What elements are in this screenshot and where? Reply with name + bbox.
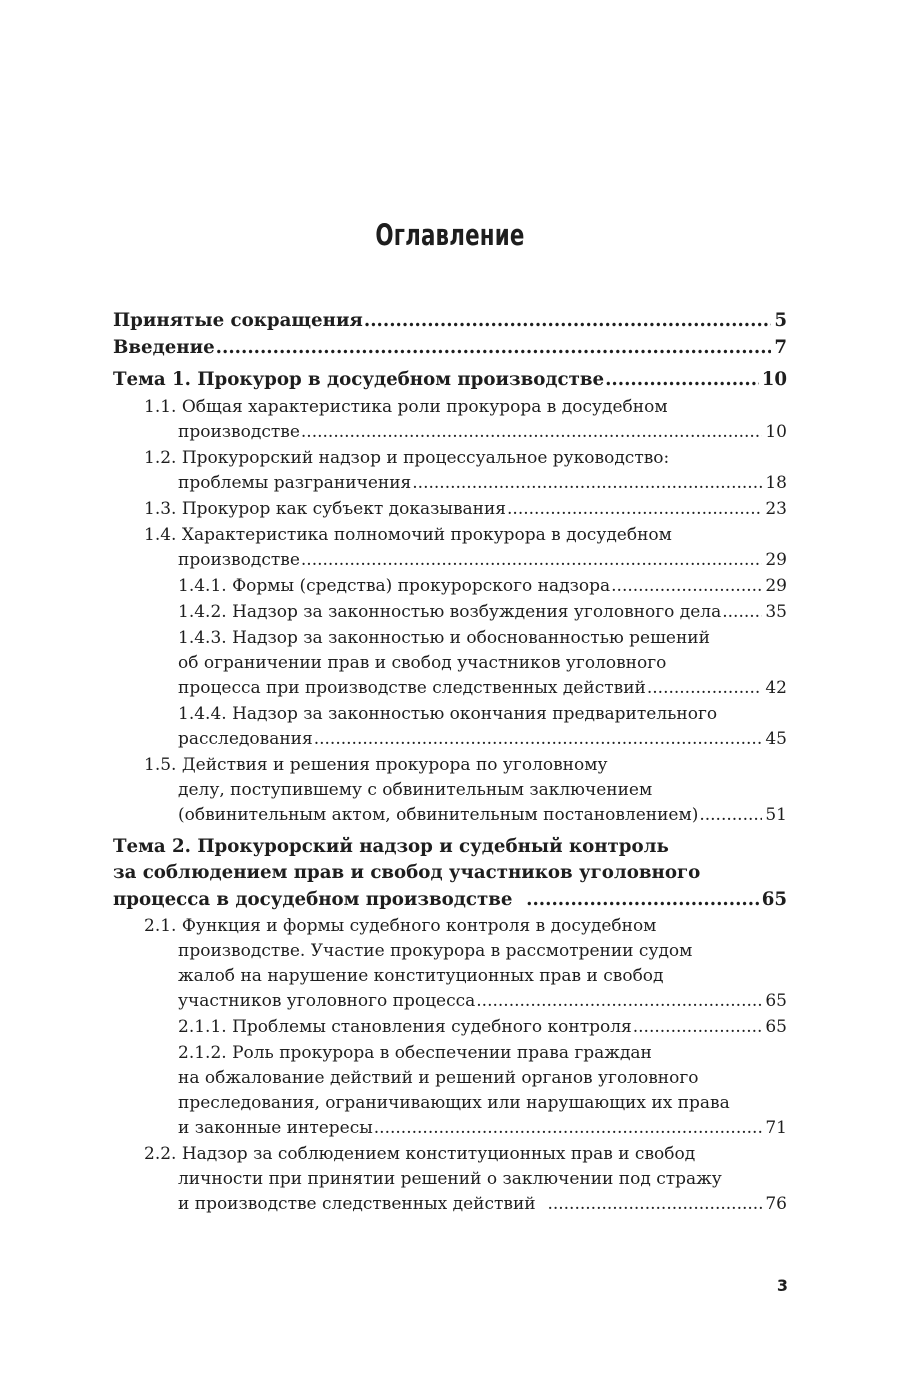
toc-entry-1-5[interactable]	[113, 753, 787, 828]
toc-page-number: 29	[765, 575, 787, 596]
leader-dots	[216, 335, 772, 362]
toc-entry-line: 2.2. Надзор за соблюдением конституционных прав и свобод	[144, 1144, 696, 1164]
toc-entry-line: 1.1. Общая характеристика роли прокурора в досудебном	[144, 396, 668, 417]
toc-entry-line: 1.5. Действия и решения прокурора по уголовному	[144, 754, 608, 775]
toc-entry-abbreviations[interactable]	[113, 308, 787, 335]
toc-page-number: 18	[765, 472, 787, 493]
toc-page-number: 42	[765, 677, 787, 698]
leader-dots	[412, 471, 762, 496]
toc-entry-title: Принятые сокращения	[113, 310, 363, 331]
toc-entry-2-1-1[interactable]	[113, 1015, 787, 1040]
toc-entry-title: производстве	[178, 421, 300, 442]
toc-page-number: 65	[761, 888, 787, 910]
page-title: Оглавление	[375, 218, 525, 252]
toc-page-number: 65	[765, 1017, 787, 1037]
toc-entry-1-4-3[interactable]	[113, 626, 787, 701]
toc-entry-line: за соблюдением прав и свобод участников уголовного	[113, 862, 701, 883]
toc-entry-title: участников уголовного процесса	[178, 991, 476, 1011]
toc-entry-1-1[interactable]	[113, 395, 787, 445]
toc-entry-title: процесса в досудебном производстве	[113, 888, 526, 910]
toc-entry-line: 2.1.2. Роль прокурора в обеспечении права граждан	[178, 1043, 652, 1063]
toc-entry-line: об ограничении прав и свобод участников уголовного	[178, 652, 667, 673]
toc-entry-line: 1.4.3. Надзор за законностью и обоснованностью решений	[178, 627, 710, 648]
toc-entry-topic-1[interactable]	[113, 367, 787, 394]
table-of-contents	[113, 308, 787, 1217]
leader-dots	[547, 1192, 762, 1217]
toc-entry-1-4-1[interactable]	[113, 574, 787, 599]
leader-dots	[647, 676, 763, 701]
toc-entry-1-4[interactable]	[113, 523, 787, 573]
leader-dots	[526, 887, 759, 914]
toc-entry-line: производстве. Участие прокурора в рассмотрении судом	[178, 941, 693, 961]
toc-entry-title: расследования	[178, 728, 313, 749]
toc-entry-1-3[interactable]	[113, 497, 787, 522]
toc-entry-title: Тема 1. Прокурор в досудебном производстве	[113, 369, 605, 390]
leader-dots	[301, 548, 762, 573]
toc-entry-title: 1.3. Прокурор как субъект доказывания	[144, 498, 507, 519]
toc-page-number: 10	[765, 421, 787, 442]
toc-page-number: 35	[765, 601, 787, 622]
toc-entry-title: процесса при производстве следственных действий	[178, 677, 646, 698]
leader-dots	[605, 367, 759, 394]
toc-entry-line: 1.2. Прокурорский надзор и процессуальное руководство:	[144, 447, 670, 468]
toc-entry-line: делу, поступившему с обвинительным заключением	[178, 779, 653, 800]
toc-entry-line: 2.1. Функция и формы судебного контроля в досудебном	[144, 916, 657, 936]
leader-dots	[374, 1116, 763, 1141]
leader-dots	[476, 989, 762, 1014]
leader-dots	[633, 1015, 763, 1040]
leader-dots	[611, 574, 762, 599]
toc-entry-topic-2[interactable]	[113, 834, 787, 914]
toc-entry-1-2[interactable]	[113, 446, 787, 496]
toc-entry-title: Введение	[113, 336, 215, 358]
leader-dots	[364, 308, 771, 335]
toc-page-number: 65	[765, 991, 787, 1011]
leader-dots	[699, 803, 762, 828]
toc-entry-line: личности при принятии решений о заключении под стражу	[178, 1169, 722, 1189]
leader-dots	[507, 497, 762, 522]
toc-page-number: 45	[765, 728, 787, 749]
toc-entry-line: Тема 2. Прокурорский надзор и судебный контроль	[113, 835, 669, 857]
toc-entry-2-1-2[interactable]	[113, 1041, 787, 1141]
toc-page-number: 7	[774, 336, 787, 358]
toc-entry-introduction[interactable]	[113, 335, 787, 362]
toc-entry-2-1[interactable]	[113, 914, 787, 1014]
toc-entry-line: жалоб на нарушение конституционных прав и свобод	[178, 966, 664, 986]
toc-entry-title: и производстве следственных действий	[178, 1194, 547, 1214]
toc-entry-title: проблемы разграничения	[178, 472, 412, 493]
toc-page-number: 23	[765, 498, 787, 519]
toc-entry-line: 1.4.4. Надзор за законностью окончания предварительного	[178, 703, 718, 724]
leader-dots	[722, 600, 762, 625]
toc-page-number: 10	[761, 369, 787, 390]
toc-entry-title: 1.4.2. Надзор за законностью возбуждения уголовного дела	[178, 601, 722, 622]
toc-entry-2-2[interactable]	[113, 1142, 787, 1217]
toc-entry-title: 1.4.1. Формы (средства) прокурорского надзора	[178, 575, 611, 596]
toc-page-number: 5	[774, 310, 787, 331]
toc-entry-title: (обвинительным актом, обвинительным постановлением)	[178, 804, 699, 825]
toc-page-number: 71	[765, 1118, 787, 1138]
page-number: 3	[776, 1276, 788, 1295]
toc-page-number: 51	[765, 804, 787, 825]
leader-dots	[314, 727, 763, 752]
toc-entry-line: на обжалование действий и решений органов уголовного	[178, 1068, 699, 1088]
toc-entry-title: производстве	[178, 549, 300, 570]
toc-entry-1-4-4[interactable]	[113, 702, 787, 752]
toc-page-number: 29	[765, 549, 787, 570]
leader-dots	[301, 420, 762, 445]
toc-entry-1-4-2[interactable]	[113, 600, 787, 625]
toc-entry-line: 1.4. Характеристика полномочий прокурора в досудебном	[144, 524, 672, 545]
toc-page-number: 76	[765, 1194, 787, 1214]
toc-entry-title: и законные интересы	[178, 1118, 373, 1138]
toc-entry-line: преследования, ограничивающих или нарушающих их права	[178, 1093, 730, 1113]
toc-entry-title: 2.1.1. Проблемы становления судебного контроля	[178, 1017, 632, 1037]
